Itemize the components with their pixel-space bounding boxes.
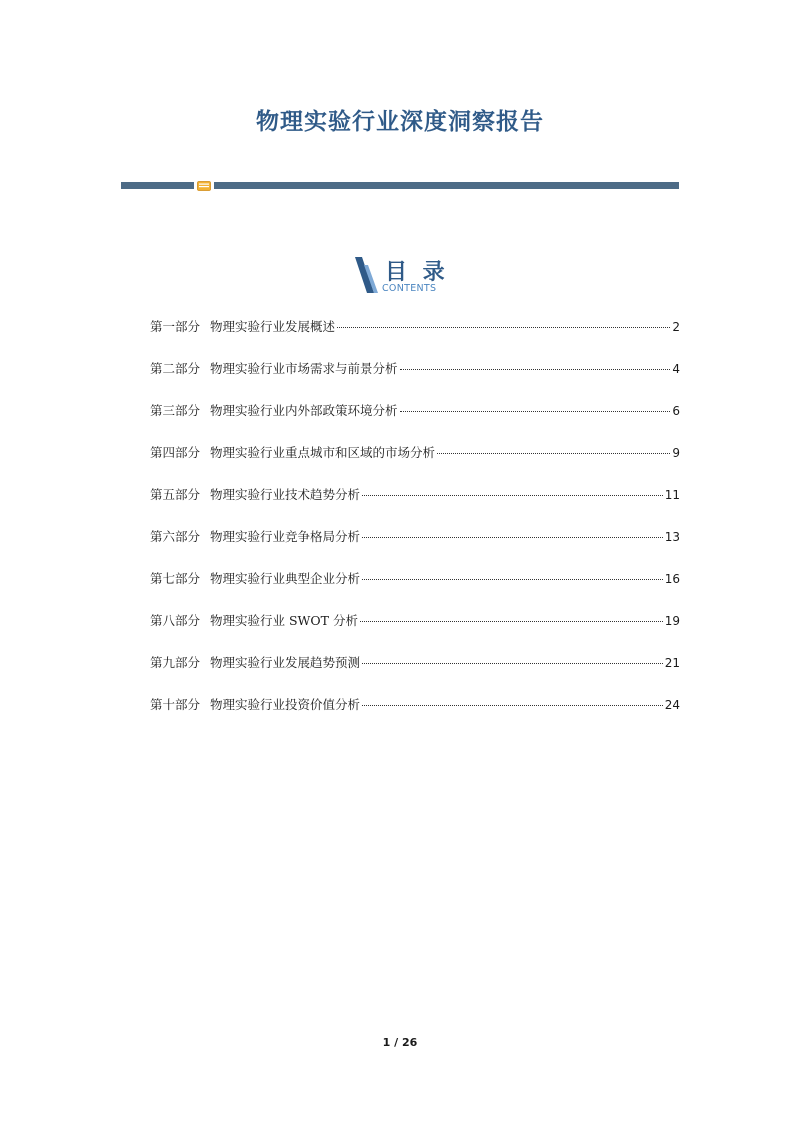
header-divider-left <box>121 182 194 189</box>
toc-entry-leader <box>400 411 671 412</box>
toc-entry-leader <box>360 621 663 622</box>
toc-entry-title: 物理实验行业 SWOT 分析 <box>210 613 358 628</box>
toc-entry-page: 24 <box>664 698 680 712</box>
toc-entry-title: 物理实验行业典型企业分析 <box>210 571 361 586</box>
toc-entry-title: 物理实验行业发展趋势预测 <box>210 655 361 670</box>
toc-entry-title: 物理实验行业技术趋势分析 <box>210 487 361 502</box>
toc-entry-leader <box>362 537 663 538</box>
toc-entry[interactable] <box>150 359 680 401</box>
toc-entry-leader <box>362 495 663 496</box>
toc-entry-leader <box>400 369 671 370</box>
toc-entry-leader <box>437 453 670 454</box>
toc-entry-part: 第三部分 <box>150 403 201 418</box>
toc-entry-leader <box>362 579 663 580</box>
slanted-bars-icon <box>354 257 380 295</box>
toc-entry-part: 第九部分 <box>150 655 201 670</box>
toc-entry-page: 19 <box>664 614 680 628</box>
toc-entry-title: 物理实验行业内外部政策环境分析 <box>210 403 398 418</box>
toc-entry-title: 物理实验行业发展概述 <box>210 319 336 334</box>
toc-entry[interactable] <box>150 653 680 695</box>
toc-entry-leader <box>362 705 663 706</box>
toc-entry-page: 11 <box>664 488 680 502</box>
toc-heading: 目 录 <box>385 260 449 285</box>
toc-entry[interactable] <box>150 569 680 611</box>
folder-icon <box>197 180 211 191</box>
toc-entry[interactable] <box>150 485 680 527</box>
toc-entry-part: 第二部分 <box>150 361 201 376</box>
toc-entry[interactable] <box>150 443 680 485</box>
toc-entry-part: 第七部分 <box>150 571 201 586</box>
toc-entry[interactable] <box>150 695 680 737</box>
toc-entry-page: 16 <box>664 572 680 586</box>
toc-entry[interactable] <box>150 611 680 653</box>
toc-entry-title: 物理实验行业重点城市和区域的市场分析 <box>210 445 436 460</box>
toc-entry-part: 第一部分 <box>150 319 201 334</box>
toc-entry[interactable] <box>150 527 680 569</box>
toc-entry-title: 物理实验行业市场需求与前景分析 <box>210 361 398 376</box>
toc-entry-part: 第八部分 <box>150 613 201 628</box>
toc-entry[interactable] <box>150 401 680 443</box>
toc-entry-part: 第六部分 <box>150 529 201 544</box>
toc-entry-page: 21 <box>664 656 680 670</box>
toc-entry-page: 4 <box>672 362 680 376</box>
toc-entry-page: 13 <box>664 530 680 544</box>
header-divider-right <box>214 182 679 189</box>
toc-subheading: CONTENTS <box>382 283 437 294</box>
toc-entry[interactable] <box>150 317 680 359</box>
table-of-contents <box>150 317 680 737</box>
toc-entry-part: 第十部分 <box>150 697 201 712</box>
toc-entry-part: 第四部分 <box>150 445 201 460</box>
toc-entry-page: 6 <box>672 404 680 418</box>
toc-entry-title: 物理实验行业竞争格局分析 <box>210 529 361 544</box>
page-indicator: 1 / 26 <box>382 1036 418 1049</box>
toc-entry-title: 物理实验行业投资价值分析 <box>210 697 361 712</box>
toc-entry-page: 2 <box>672 320 680 334</box>
document-title: 物理实验行业深度洞察报告 <box>256 109 544 135</box>
toc-header <box>354 257 464 297</box>
toc-entry-leader <box>362 663 663 664</box>
toc-entry-page: 9 <box>672 446 680 460</box>
toc-entry-leader <box>337 327 670 328</box>
toc-entry-part: 第五部分 <box>150 487 201 502</box>
